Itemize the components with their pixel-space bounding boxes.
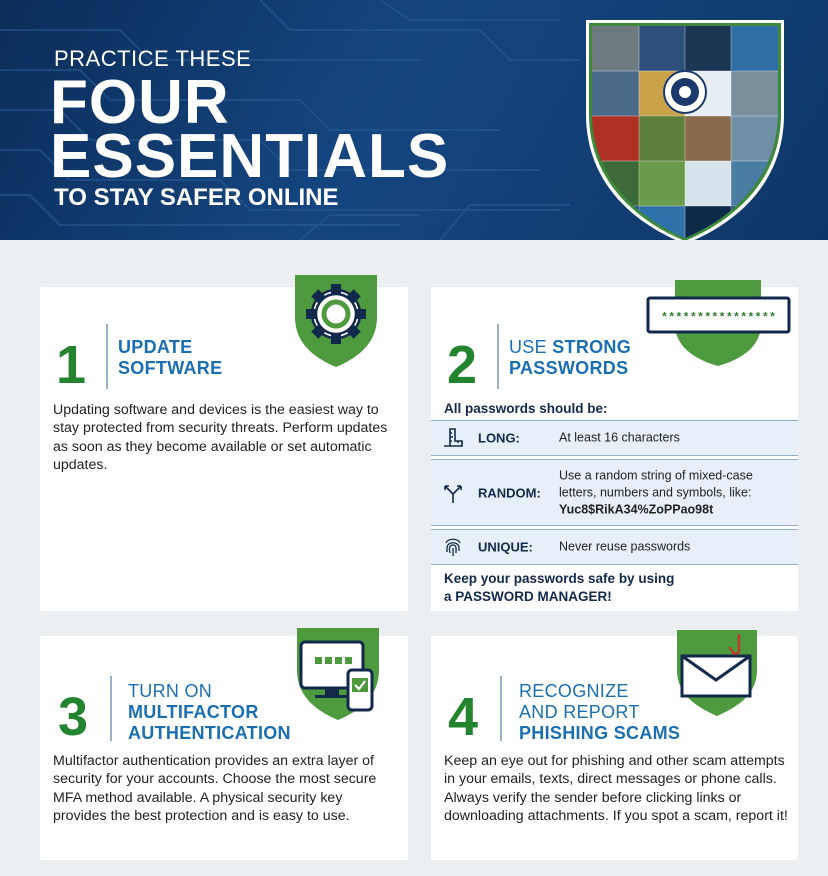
password-field-icon bbox=[645, 278, 793, 368]
header-kicker: PRACTICE THESE bbox=[54, 46, 252, 71]
card-title bbox=[519, 681, 680, 744]
divider bbox=[500, 676, 502, 741]
card-body: Multifactor authentication provides an extra layer of security for your accounts. Choose the most secure MFA method available. A physical security key provides the best protection and is easy to use. bbox=[53, 753, 377, 824]
card-title-line2: MULTIFACTOR bbox=[128, 702, 259, 722]
card-title-bold: STRONG bbox=[552, 337, 632, 357]
card-body: Updating software and devices is the easiest way to stay protected from security threats. Perform updates as soon as they become available or set automatic updates. bbox=[53, 402, 388, 473]
rule-value-text: Use a random string of mixed-case letters, numbers and symbols, like: bbox=[559, 468, 753, 499]
card-title bbox=[118, 337, 222, 379]
divider bbox=[106, 324, 108, 389]
password-mask: **************** bbox=[660, 311, 777, 325]
card-title-line1: UPDATE bbox=[118, 337, 193, 357]
card-title-line2: AND REPORT bbox=[519, 702, 640, 722]
rule-label: RANDOM: bbox=[478, 485, 541, 500]
card-title-plain: USE bbox=[509, 337, 553, 357]
card-title-line3: PHISHING SCAMS bbox=[519, 723, 681, 743]
ruler-icon bbox=[441, 426, 465, 450]
step-number: 3 bbox=[58, 687, 89, 747]
cisa-shield-emblem bbox=[582, 18, 788, 240]
monitor-phone-icon bbox=[293, 626, 383, 722]
tip-line1: Keep your passwords safe by using bbox=[444, 571, 675, 586]
rule-value-example: Yuc8$RikA34%ZoPPao98t bbox=[559, 502, 714, 516]
password-manager-tip bbox=[444, 570, 784, 606]
rule-row-long bbox=[431, 420, 798, 456]
divider bbox=[110, 676, 112, 741]
fingerprint-icon bbox=[441, 535, 465, 559]
card-title-line2: SOFTWARE bbox=[118, 358, 223, 378]
card-body: Keep an eye out for phishing and other scam attempts in your emails, texts, direct messages or phone calls. Always verify the sender before clicking links or downloading attachments. If you spot a scam, report it! bbox=[444, 753, 788, 824]
step-number: 4 bbox=[448, 687, 479, 747]
header-title-line2: ESSENTIALS bbox=[50, 122, 450, 191]
password-rules-heading: All passwords should be: bbox=[444, 401, 608, 416]
step-number: 2 bbox=[447, 335, 478, 395]
gear-icon bbox=[293, 273, 379, 369]
rule-value: Never reuse passwords bbox=[559, 539, 691, 554]
card-title-line1: TURN ON bbox=[128, 681, 213, 701]
card-title-line1: RECOGNIZE bbox=[519, 681, 629, 701]
card-title-line2: PASSWORDS bbox=[509, 358, 629, 378]
rule-value: At least 16 characters bbox=[559, 430, 680, 445]
tip-line2: a PASSWORD MANAGER! bbox=[444, 589, 612, 604]
header-title-line1: FOUR bbox=[50, 68, 230, 137]
divider bbox=[497, 324, 499, 389]
card-title bbox=[128, 681, 291, 744]
rule-label: LONG: bbox=[478, 430, 520, 446]
rule-row-unique bbox=[431, 529, 798, 565]
card-title-line3: AUTHENTICATION bbox=[128, 723, 291, 743]
envelope-hook-icon bbox=[673, 628, 761, 718]
header-subtitle: TO STAY SAFER ONLINE bbox=[54, 184, 339, 211]
rule-label: UNIQUE: bbox=[478, 539, 533, 555]
card-title bbox=[509, 337, 631, 379]
random-arrows-icon bbox=[441, 481, 465, 505]
rule-row-random bbox=[431, 459, 798, 526]
step-number: 1 bbox=[56, 335, 87, 395]
rule-value bbox=[559, 467, 789, 518]
header-banner bbox=[0, 0, 828, 240]
